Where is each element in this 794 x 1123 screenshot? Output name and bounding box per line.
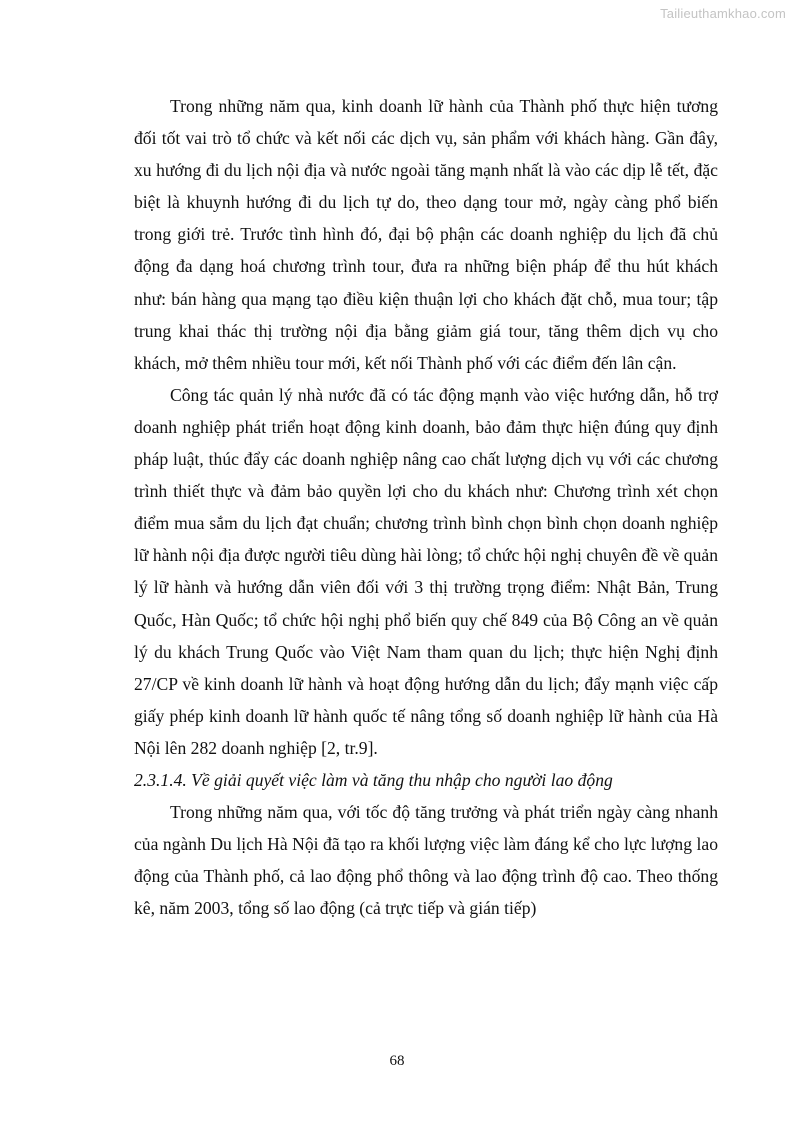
watermark: Tailieuthamkhao.com — [660, 6, 786, 21]
paragraph-travel-business: Trong những năm qua, kinh doanh lữ hành của Thành phố thực hiện tương đối tốt vai trò tổ chức và kết nối các dịch vụ, sản phẩm với khách hàng. Gần đây, xu hướng đi du lịch nội địa và nước ngoài tăng mạnh nhất là vào các dịp lễ tết, đặc biệt là khuynh hướng đi du lịch tự do, theo dạng tour mở, ngày càng phổ biến trong giới trẻ. Trước tình hình đó, đại bộ phận các doanh nghiệp du lịch đã chủ động đa dạng hoá chương trình tour, đưa ra những biện pháp để thu hút khách như: bán hàng qua mạng tạo điều kiện thuận lợi cho khách đặt chỗ, mua tour; tập trung khai thác thị trường nội địa bằng giảm giá tour, tăng thêm dịch vụ cho khách, mở thêm nhiều tour mới, kết nối Thành phố với các điểm đến lân cận. — [134, 96, 718, 373]
paragraph-state-management: Công tác quản lý nhà nước đã có tác động mạnh vào việc hướng dẫn, hỗ trợ doanh nghiệp phát triển hoạt động kinh doanh, bảo đảm thực hiện đúng quy định pháp luật, thúc đẩy các doanh nghiệp nâng cao chất lượng dịch vụ với các chương trình thiết thực và đảm bảo quyền lợi cho du khách như: Chương trình xét chọn điểm mua sắm du lịch đạt chuẩn; chương trình bình chọn bình chọn doanh nghiệp lữ hành nội địa được người tiêu dùng hài lòng; tổ chức hội nghị chuyên đề về quản lý lữ hành và hướng dẫn viên đối với 3 thị trường trọng điểm: Nhật Bản, Trung Quốc, Hàn Quốc; tổ chức hội nghị phổ biến quy chế 849 của Bộ Công an về quản lý du khách Trung Quốc vào Việt Nam tham quan du lịch; thực hiện Nghị định 27/CP về kinh doanh lữ hành và hoạt động hướng dẫn du lịch; đẩy mạnh việc cấp giấy phép kinh doanh lữ hành quốc tế nâng tổng số doanh nghiệp lữ hành của Hà Nội lên 282 doanh nghiệp [2, tr.9]. — [134, 384, 718, 758]
section-subheading: 2.3.1.4. Về giải quyết việc làm và tăng thu nhập cho người lao động — [134, 769, 613, 790]
document-body — [134, 90, 718, 924]
page-number: 68 — [389, 1053, 405, 1069]
paragraph-employment: Trong những năm qua, với tốc độ tăng trưởng và phát triển ngày càng nhanh của ngành Du lịch Hà Nội đã tạo ra khối lượng việc làm đáng kể cho lực lượng lao động của Thành phố, cả lao động phổ thông và lao động trình độ cao. Theo thống kê, năm 2003, tổng số lao động (cả trực tiếp và gián tiếp) — [134, 802, 718, 919]
